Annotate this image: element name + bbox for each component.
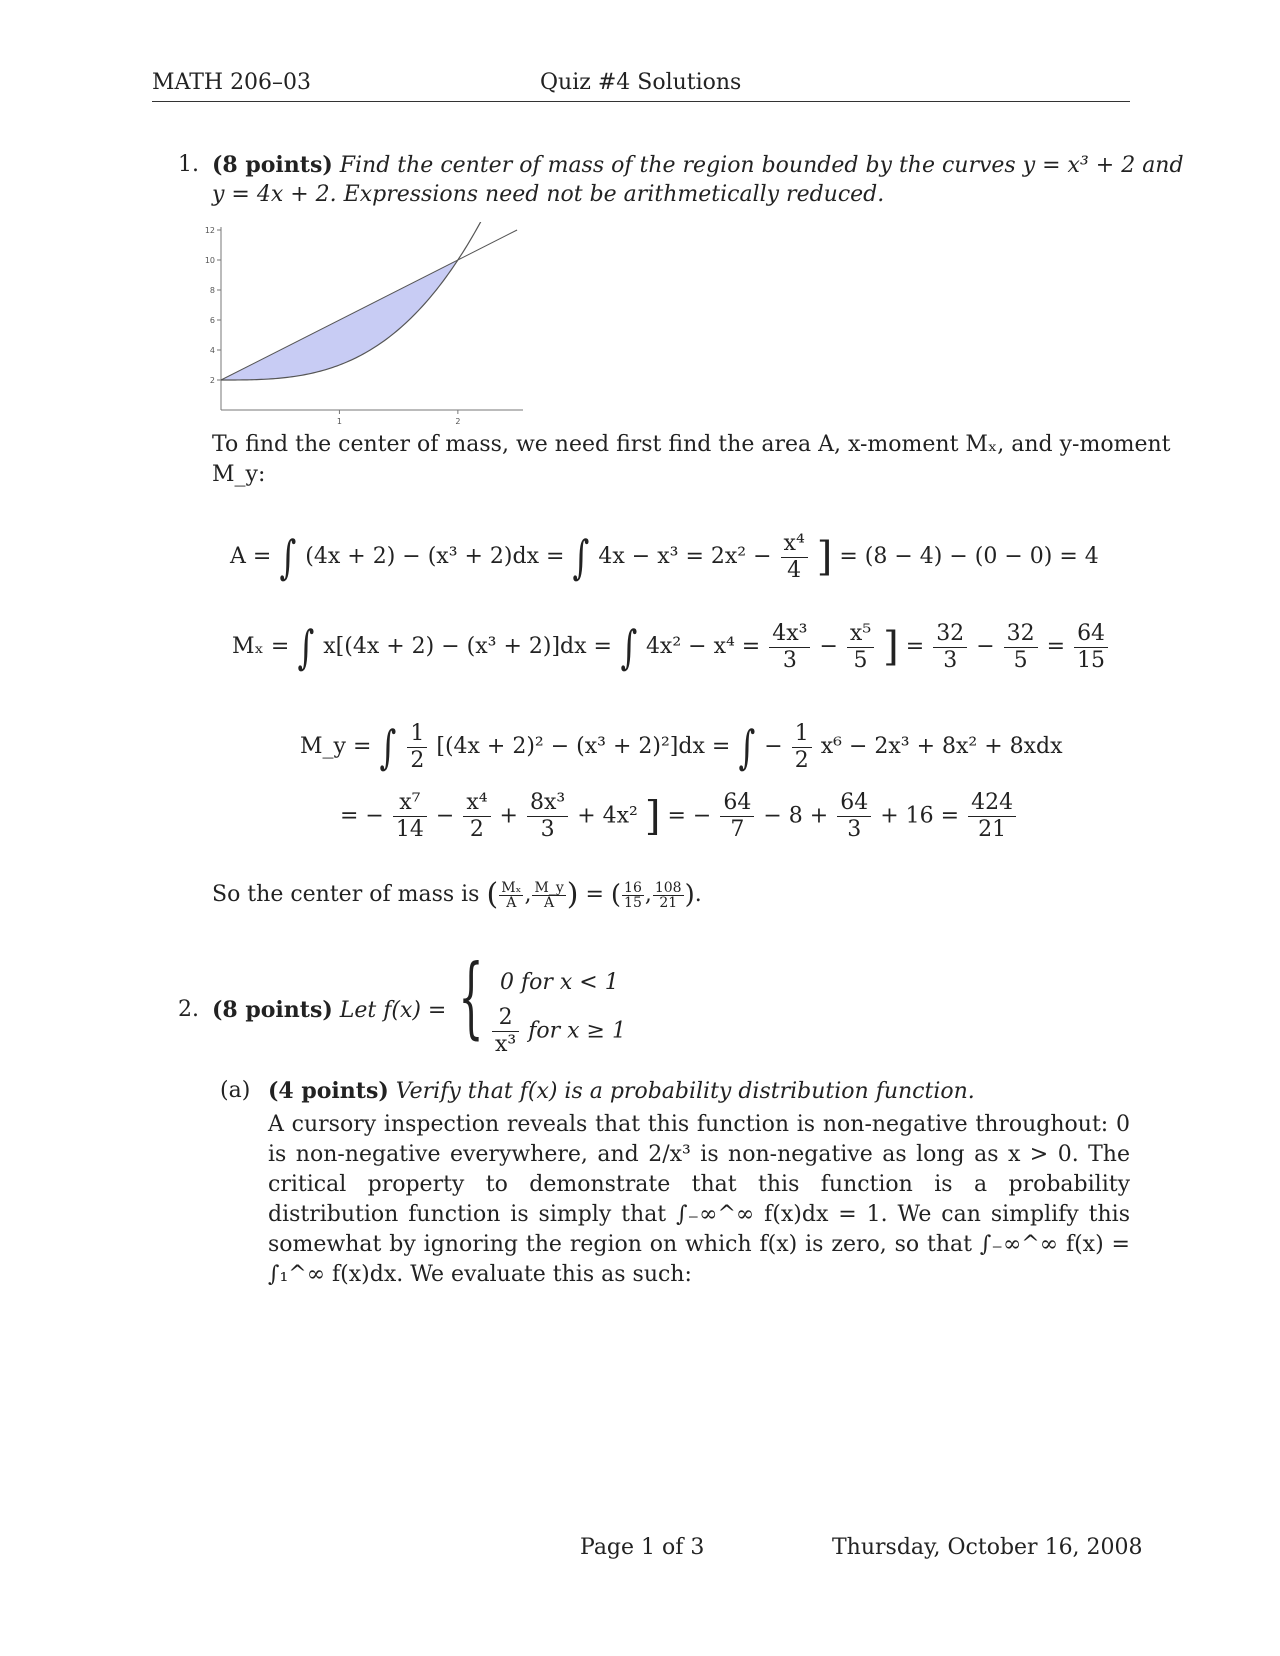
fraction-numerator: 424 <box>968 790 1016 817</box>
x-tick-label: 1 <box>336 417 342 426</box>
fraction <box>393 790 427 843</box>
com-x <box>622 881 644 910</box>
integral-sign: ∫ <box>279 530 297 584</box>
part-a-points: (4 points) <box>268 1078 389 1104</box>
area-integrand-1: (4x + 2) − (x³ + 2)dx = <box>305 544 565 569</box>
fraction <box>968 790 1016 843</box>
fraction-numerator: 108 <box>654 879 682 896</box>
y-moment-lhs: M_y = <box>300 734 372 759</box>
fraction-denominator: 15 <box>1077 647 1106 673</box>
problem-2-let: Let f(x) = <box>339 998 447 1023</box>
fraction-numerator: 64 <box>720 790 754 817</box>
fraction: $\frac{1}{2}$ <box>792 721 812 774</box>
problem-2-number: 2. <box>178 997 199 1022</box>
problem-2-prompt <box>212 995 446 1026</box>
equation-y-moment-line-2: = − $\frac{\text{x⁷}}{14}$ − $\frac{\text{x⁴}}{2}$ + $\frac{\text{8x³}}{3}$ + 4x² ] = − $\frac{64}{7}$ − 8 + $\frac{64}{3}$ + 16 = $\frac{424}{21}$ <box>340 790 1018 843</box>
fraction-denominator: 2 <box>469 817 484 842</box>
x-moment-integrand-1: x[(4x + 2) − (x³ + 2)]dx = <box>323 634 612 659</box>
area-lhs: A = <box>230 544 272 569</box>
x-moment-lhs: Mₓ = <box>232 634 290 659</box>
center-of-mass-conclusion: So the center of mass is ( $\frac{\text{Mₓ}}{A}$ , $\frac{M\_y}{A}$ ) = ( $\frac{16}{15}$ , $\frac{108}{21}$ ). <box>212 877 702 912</box>
footer-date: Thursday, October 16, 2008 <box>832 1535 1143 1560</box>
part-a-answer: A cursory inspection reveals that this function is non-negative throughout: 0 is non-negative everywhere, and 2/x³ is non-negative as long as x > 0. The critical property to demonstrate that this function is a probability distribution function is simply that ∫₋∞^∞ f(x)dx = 1. We can simplify this somewhat by ignoring the region on which f(x) is zero, so that ∫₋∞^∞ f(x) = ∫₁^∞ f(x)dx. We evaluate this as such: <box>268 1112 1130 1287</box>
piecewise-case-1 <box>500 968 619 998</box>
document-title: Quiz #4 Solutions <box>540 70 742 95</box>
equation-y-moment-line-1: M_y = ∫ $\frac{1}{2}$ [(4x + 2)² − (x³ + 2)²]dx = ∫ − $\frac{1}{2}$ x⁶ − 2x³ + 8x² + 8xdx <box>300 720 1063 774</box>
fraction-numerator: 64 <box>1074 621 1108 648</box>
y-moment-integrand-2: x⁶ − 2x³ + 8x² + 8xdx <box>820 734 1063 759</box>
equation-area <box>230 530 1099 584</box>
fraction <box>1004 621 1038 674</box>
piecewise-brace: { <box>458 945 484 1048</box>
fraction-denominator: 3 <box>782 647 797 673</box>
eval-bracket: ] <box>644 793 661 840</box>
graph-x-ticks <box>337 410 461 426</box>
fraction-numerator: 4x³ <box>769 621 810 648</box>
fraction <box>720 790 754 843</box>
fraction <box>933 621 967 674</box>
fraction-denominator: 15 <box>624 894 642 911</box>
fraction-numerator: 32 <box>933 621 967 648</box>
area-integrand-2: 4x − x³ = 2x² − <box>598 544 772 569</box>
problem-1-number: 1. <box>178 152 199 177</box>
y-tick-label: 6 <box>209 316 215 325</box>
region-graph <box>205 222 535 427</box>
part-a-label: (a) <box>220 1078 251 1103</box>
problem-1-prompt-line-2: y = 4x + 2. Expressions need not be arithmetically reduced. <box>212 182 885 207</box>
problem-1-points: (8 points) <box>212 152 333 178</box>
x-tick-label: 2 <box>455 417 461 426</box>
case-1-text: 0 for x < 1 <box>500 970 619 995</box>
fraction-numerator: 2 <box>492 1005 519 1032</box>
case-2-text: for x ≥ 1 <box>528 1018 626 1044</box>
eval-bracket: ] <box>816 534 833 580</box>
fraction <box>847 621 874 674</box>
course-label: MATH 206–03 <box>152 70 312 95</box>
fraction-numerator: 64 <box>837 790 871 817</box>
y-tick-label: 4 <box>209 346 215 355</box>
fraction <box>1074 621 1108 674</box>
fraction-numerator: x⁴ <box>463 790 490 817</box>
fraction <box>463 790 490 843</box>
y-moment-term: + 4x² <box>577 803 638 829</box>
fraction <box>837 790 871 843</box>
eval-bracket: ] <box>883 624 899 670</box>
fraction-denominator: 5 <box>853 647 868 673</box>
fraction: $\frac{1}{2}$ <box>407 721 427 774</box>
problem-1-prompt-line-1: Find the center of mass of the region bounded by the curves y = x³ + 2 and <box>339 153 1184 178</box>
intro-line-2: M_y: <box>212 462 266 487</box>
page-number: Page 1 of 3 <box>580 1535 705 1560</box>
fraction-numerator: 32 <box>1004 621 1038 648</box>
y-tick-label: 2 <box>209 376 215 385</box>
com-y <box>653 881 684 910</box>
fraction-denominator: 21 <box>659 894 678 911</box>
fraction-denominator: x³ <box>495 1032 517 1057</box>
area-result: = (8 − 4) − (0 − 0) = 4 <box>839 544 1099 569</box>
fraction-denominator: 14 <box>395 817 424 842</box>
integral-sign: ∫ <box>573 530 590 584</box>
integral-sign: ∫ <box>620 620 638 674</box>
problem-2-points: (8 points) <box>212 997 333 1023</box>
y-tick-label: 10 <box>205 256 215 265</box>
fraction-numerator: x⁴ <box>781 531 808 558</box>
graph-y-ticks <box>205 226 221 385</box>
conclusion-text: So the center of mass is <box>212 882 480 907</box>
part-a-prompt-text: Verify that f(x) is a probability distribution function. <box>395 1079 975 1104</box>
fraction-denominator: 7 <box>730 817 745 842</box>
y-moment-integrand-1: [(4x + 2)² − (x³ + 2)²]dx = <box>436 734 731 759</box>
y-tick-label: 12 <box>205 226 215 235</box>
integral-sign: ∫ <box>379 720 397 774</box>
fraction-denominator: 3 <box>540 817 555 842</box>
fraction-numerator: 8x³ <box>527 790 568 817</box>
fraction-denominator: 3 <box>943 647 958 673</box>
fraction-numerator: x⁵ <box>847 621 874 648</box>
fraction-numerator: x⁷ <box>393 790 427 817</box>
fraction-denominator: 21 <box>978 817 1007 842</box>
curve-line <box>221 230 517 380</box>
problem-1-prompt <box>212 150 1184 181</box>
fraction <box>769 621 810 674</box>
fraction-numerator: 16 <box>624 879 642 896</box>
header-rule <box>152 101 1130 102</box>
integral-sign: ∫ <box>738 720 756 774</box>
fraction-denominator: 4 <box>787 557 802 583</box>
y-tick-label: 8 <box>209 286 215 295</box>
integral-sign: ∫ <box>297 620 315 674</box>
fraction <box>527 790 568 843</box>
fraction-denominator: 3 <box>847 817 862 842</box>
fraction <box>781 531 808 584</box>
equation-x-moment: Mₓ = ∫ x[(4x + 2) − (x³ + 2)]dx = ∫ 4x² − x⁴ = $\frac{\text{4x³}}{3}$ − $\frac{\text{x⁵}}{5}$ ] = $\frac{32}{3}$ − $\frac{32}{5}$ = $\frac{64}{15}$ <box>232 620 1110 674</box>
part-a-prompt <box>268 1076 975 1107</box>
piecewise-case-2 <box>490 1005 626 1058</box>
intro-line-1: To find the center of mass, we need first find the area A, x-moment Mₓ, and y-moment <box>212 432 1171 457</box>
fraction <box>492 1005 519 1058</box>
fraction-denominator: 5 <box>1013 647 1028 673</box>
x-moment-integrand-2: 4x² − x⁴ = <box>645 634 761 659</box>
